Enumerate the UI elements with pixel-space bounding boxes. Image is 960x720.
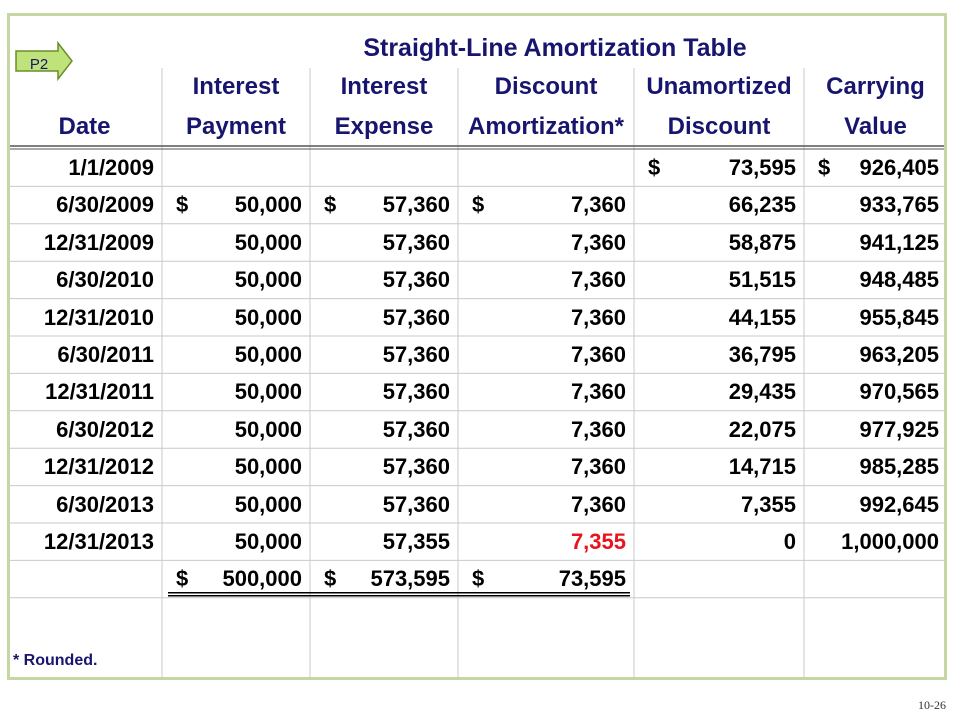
column-header: Date (58, 113, 111, 140)
currency-symbol: $ (176, 566, 189, 592)
table-cell-payment: 50,000 (234, 454, 302, 480)
table-cell-date: 6/30/2012 (56, 416, 154, 442)
page-number: 10-26 (918, 698, 946, 712)
table-cell-carrying: 977,925 (859, 416, 939, 442)
table-cell-carrying: 970,565 (859, 379, 939, 405)
table-cell-amortization: 7,360 (570, 229, 626, 255)
table-cell-amortization: 7,360 (570, 491, 626, 517)
table-cell-unamortized: 36,795 (728, 342, 796, 367)
column-header: Discount (667, 113, 771, 140)
table-cell-unamortized: 44,155 (728, 304, 796, 330)
table-cell-unamortized: 0 (783, 529, 796, 554)
table-cell-carrying: 1,000,000 (841, 529, 939, 554)
table-cell-payment: 50,000 (234, 379, 302, 405)
currency-symbol: $ (324, 192, 337, 218)
table-cell-amortization: 7,360 (570, 379, 626, 405)
table-cell-payment: 50,000 (234, 192, 302, 218)
table-cell-amortization: 7,360 (570, 192, 626, 218)
table-cell-carrying: 955,845 (859, 304, 939, 330)
currency-symbol: $ (176, 192, 189, 218)
table-cell-expense: 57,360 (382, 454, 450, 480)
column-header: Expense (334, 113, 434, 140)
table-cell-amortization: 7,360 (570, 416, 626, 442)
column-header: Payment (185, 113, 287, 140)
table-cell-date: 1/1/2009 (68, 155, 154, 180)
currency-symbol: $ (472, 566, 485, 592)
table-cell-unamortized: 7,355 (740, 491, 796, 517)
table-cell-expense: 57,360 (382, 304, 450, 330)
table-cell-date: 12/31/2010 (43, 304, 154, 330)
table-cell-expense: 57,360 (382, 379, 450, 405)
table-cell-amortization: 7,360 (570, 304, 626, 330)
table-cell-carrying: 941,125 (859, 229, 939, 255)
table-cell-date: 6/30/2009 (56, 192, 154, 218)
table-cell-payment: 50,000 (234, 491, 302, 517)
currency-symbol: $ (324, 566, 337, 592)
table-cell-expense: 57,360 (382, 491, 450, 517)
table-cell-carrying: 926,405 (859, 155, 939, 180)
table-cell-payment: 50,000 (234, 267, 302, 293)
table-cell-payment: 50,000 (234, 529, 302, 554)
column-header: Unamortized (646, 73, 792, 100)
currency-symbol: $ (648, 155, 661, 180)
column-header: Carrying (826, 73, 925, 100)
table-cell-carrying: 992,645 (859, 491, 939, 517)
table-cell-expense: 57,355 (382, 529, 450, 554)
table-cell-unamortized: 22,075 (728, 416, 796, 442)
currency-symbol: $ (472, 192, 485, 218)
table-cell-payment: 50,000 (234, 416, 302, 442)
table-cell-expense: 57,360 (382, 192, 450, 218)
total-cell-amortization: 73,595 (558, 566, 626, 592)
table-cell-unamortized: 51,515 (728, 267, 796, 293)
table-cell-carrying: 963,205 (859, 342, 939, 367)
table-cell-carrying: 933,765 (859, 192, 939, 218)
table-cell-expense: 57,360 (382, 416, 450, 442)
table-cell-payment: 50,000 (234, 342, 302, 367)
table-cell-date: 12/31/2011 (45, 379, 154, 405)
table-cell-expense: 57,360 (382, 267, 450, 293)
table-title: Straight-Line Amortization Table (363, 34, 747, 62)
table-cell-carrying: 948,485 (859, 267, 939, 293)
currency-symbol: $ (818, 155, 831, 180)
table-cell-unamortized: 14,715 (728, 454, 796, 480)
table-cell-date: 12/31/2009 (43, 229, 154, 255)
table-cell-unamortized: 29,435 (728, 379, 796, 405)
table-cell-date: 12/31/2012 (43, 454, 154, 480)
table-cell-amortization: 7,355 (570, 529, 626, 554)
table-cell-date: 6/30/2011 (57, 342, 154, 367)
table-cell-payment: 50,000 (234, 229, 302, 255)
table-cell-carrying: 985,285 (859, 454, 939, 480)
table-cell-date: 12/31/2013 (43, 529, 154, 554)
column-header: Value (844, 113, 907, 140)
table-cell-date: 6/30/2013 (56, 491, 154, 517)
table-cell-amortization: 7,360 (570, 267, 626, 293)
footnote: * Rounded. (13, 652, 98, 669)
column-header: Interest (340, 73, 428, 100)
badge-label: P2 (29, 56, 49, 73)
table-cell-amortization: 7,360 (570, 454, 626, 480)
table-cell-unamortized: 66,235 (728, 192, 796, 218)
table-cell-unamortized: 58,875 (728, 229, 796, 255)
table-cell-expense: 57,360 (382, 342, 450, 367)
column-header: Interest (192, 73, 280, 100)
table-cell-payment: 50,000 (234, 304, 302, 330)
column-header: Discount (494, 73, 598, 100)
table-cell-date: 6/30/2010 (56, 267, 154, 293)
column-header: Amortization* (468, 113, 624, 140)
total-cell-payment: 500,000 (222, 566, 302, 592)
table-cell-expense: 57,360 (382, 229, 450, 255)
table-cell-amortization: 7,360 (570, 342, 626, 367)
table-cell-unamortized: 73,595 (728, 155, 796, 180)
total-cell-expense: 573,595 (370, 566, 450, 592)
